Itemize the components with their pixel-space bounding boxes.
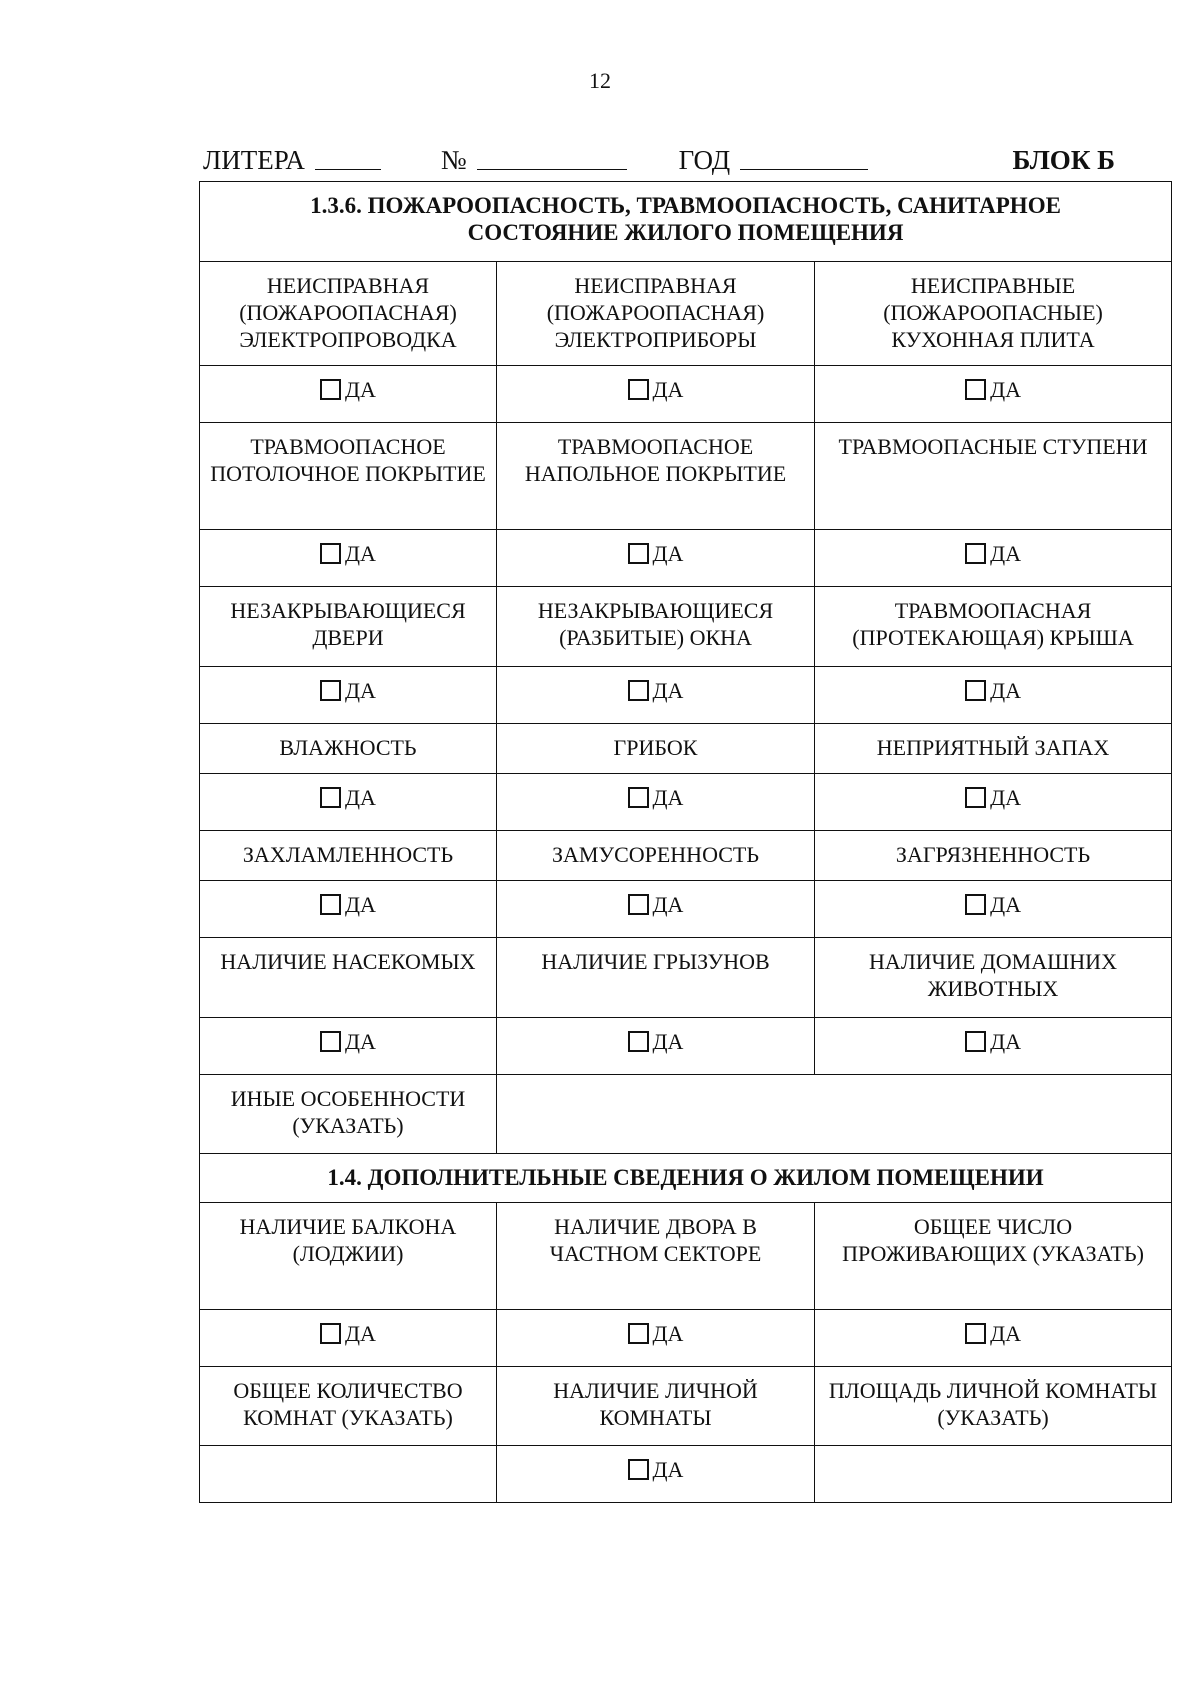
checkbox-box[interactable] bbox=[320, 787, 341, 808]
checkbox-box[interactable] bbox=[628, 543, 649, 564]
label-insects: НАЛИЧИЕ НАСЕКОМЫХ bbox=[200, 938, 497, 1018]
label-dirt: ЗАГРЯЗНЕННОСТЬ bbox=[815, 831, 1172, 881]
yes-checkbox-insects[interactable]: ДА bbox=[320, 1028, 376, 1055]
section-1-title: 1.3.6. ПОЖАРООПАСНОСТЬ, ТРАВМООПАСНОСТЬ, САНИТАРНОЕ СОСТОЯНИЕ ЖИЛОГО ПОМЕЩЕНИЯ bbox=[200, 182, 1172, 262]
yes-checkbox-faulty-appliances[interactable]: ДА bbox=[628, 376, 684, 403]
checkbox-box[interactable] bbox=[965, 379, 986, 400]
label-faulty-wiring: НЕИСПРАВНАЯ (ПОЖАРООПАСНАЯ) ЭЛЕКТРОПРОВОДКА bbox=[200, 262, 497, 366]
checkbox-box[interactable] bbox=[628, 787, 649, 808]
checkbox-box[interactable] bbox=[628, 1323, 649, 1344]
yes-checkbox-yard[interactable]: ДА bbox=[628, 1320, 684, 1347]
answer-row bbox=[200, 1446, 1172, 1503]
yes-checkbox-odor[interactable]: ДА bbox=[965, 784, 1021, 811]
label-windows: НЕЗАКРЫВАЮЩИЕСЯ (РАЗБИТЫЕ) ОКНА bbox=[497, 587, 815, 667]
checkbox-row bbox=[200, 774, 1172, 831]
checkbox-box[interactable] bbox=[965, 1031, 986, 1052]
label-odor: НЕПРИЯТНЫЙ ЗАПАХ bbox=[815, 724, 1172, 774]
year-field bbox=[679, 145, 869, 176]
yes-checkbox-rodents[interactable]: ДА bbox=[628, 1028, 684, 1055]
yes-checkbox-hazardous-floor[interactable]: ДА bbox=[628, 540, 684, 567]
checkbox-box[interactable] bbox=[628, 894, 649, 915]
page-number: 12 bbox=[589, 68, 611, 93]
section-2-title: 1.4. ДОПОЛНИТЕЛЬНЫЕ СВЕДЕНИЯ О ЖИЛОМ ПОМЕЩЕНИИ bbox=[200, 1154, 1172, 1203]
label-pets: НАЛИЧИЕ ДОМАШНИХ ЖИВОТНЫХ bbox=[815, 938, 1172, 1018]
label-personal-room-area: ПЛОЩАДЬ ЛИЧНОЙ КОМНАТЫ (УКАЗАТЬ) bbox=[815, 1367, 1172, 1446]
other-features-row bbox=[200, 1075, 1172, 1154]
section-1-title-row bbox=[200, 182, 1172, 262]
checkbox-box[interactable] bbox=[965, 680, 986, 701]
checkbox-box[interactable] bbox=[628, 379, 649, 400]
litera-field bbox=[203, 145, 381, 176]
checkbox-box[interactable] bbox=[965, 543, 986, 564]
checkbox-box[interactable] bbox=[320, 543, 341, 564]
yes-checkbox-balcony[interactable]: ДА bbox=[320, 1320, 376, 1347]
yes-checkbox-residents[interactable]: ДА bbox=[965, 1320, 1021, 1347]
label-roof: ТРАВМООПАСНАЯ (ПРОТЕКАЮЩАЯ) КРЫША bbox=[815, 587, 1172, 667]
checkbox-box[interactable] bbox=[965, 1323, 986, 1344]
yes-checkbox-doors[interactable]: ДА bbox=[320, 677, 376, 704]
checkbox-row bbox=[200, 667, 1172, 724]
label-faulty-appliances: НЕИСПРАВНАЯ (ПОЖАРООПАСНАЯ) ЭЛЕКТРОПРИБОРЫ bbox=[497, 262, 815, 366]
yes-checkbox-windows[interactable]: ДА bbox=[628, 677, 684, 704]
label-clutter: ЗАХЛАМЛЕННОСТЬ bbox=[200, 831, 497, 881]
label-residents-count: ОБЩЕЕ ЧИСЛО ПРОЖИВАЮЩИХ (УКАЗАТЬ) bbox=[815, 1203, 1172, 1310]
label-row bbox=[200, 1367, 1172, 1446]
yes-checkbox-mold[interactable]: ДА bbox=[628, 784, 684, 811]
label-hazardous-steps: ТРАВМООПАСНЫЕ СТУПЕНИ bbox=[815, 423, 1172, 530]
yes-checkbox-litter[interactable]: ДА bbox=[628, 891, 684, 918]
label-yard: НАЛИЧИЕ ДВОРА В ЧАСТНОМ СЕКТОРЕ bbox=[497, 1203, 815, 1310]
litera-blank[interactable] bbox=[315, 167, 381, 170]
yes-checkbox-clutter[interactable]: ДА bbox=[320, 891, 376, 918]
other-features-input[interactable] bbox=[497, 1075, 1172, 1154]
rooms-count-input[interactable] bbox=[200, 1446, 497, 1503]
checkbox-box[interactable] bbox=[628, 680, 649, 701]
checkbox-box[interactable] bbox=[320, 894, 341, 915]
section-2-title-row bbox=[200, 1154, 1172, 1203]
label-hazardous-floor: ТРАВМООПАСНОЕ НАПОЛЬНОЕ ПОКРЫТИЕ bbox=[497, 423, 815, 530]
block-label: БЛОК Б bbox=[1012, 145, 1115, 175]
yes-checkbox-humidity[interactable]: ДА bbox=[320, 784, 376, 811]
form-header bbox=[203, 140, 1115, 176]
label-doors: НЕЗАКРЫВАЮЩИЕСЯ ДВЕРИ bbox=[200, 587, 497, 667]
personal-room-area-input[interactable] bbox=[815, 1446, 1172, 1503]
number-blank[interactable] bbox=[477, 167, 627, 170]
label-personal-room: НАЛИЧИЕ ЛИЧНОЙ КОМНАТЫ bbox=[497, 1367, 815, 1446]
label-rooms-count: ОБЩЕЕ КОЛИЧЕСТВО КОМНАТ (УКАЗАТЬ) bbox=[200, 1367, 497, 1446]
yes-checkbox-dirt[interactable]: ДА bbox=[965, 891, 1021, 918]
checkbox-box[interactable] bbox=[628, 1031, 649, 1052]
yes-checkbox-roof[interactable]: ДА bbox=[965, 677, 1021, 704]
label-mold: ГРИБОК bbox=[497, 724, 815, 774]
checkbox-box[interactable] bbox=[320, 1031, 341, 1052]
label-humidity: ВЛАЖНОСТЬ bbox=[200, 724, 497, 774]
checkbox-row bbox=[200, 1310, 1172, 1367]
checkbox-box[interactable] bbox=[320, 680, 341, 701]
yes-checkbox-faulty-wiring[interactable]: ДА bbox=[320, 376, 376, 403]
checkbox-row bbox=[200, 881, 1172, 938]
number-field bbox=[441, 145, 627, 176]
checkbox-row bbox=[200, 366, 1172, 423]
litera-label: ЛИТЕРА bbox=[203, 145, 305, 175]
number-label: № bbox=[440, 145, 467, 175]
year-label: ГОД bbox=[678, 145, 731, 175]
label-row bbox=[200, 831, 1172, 881]
checkbox-box[interactable] bbox=[320, 379, 341, 400]
label-row bbox=[200, 423, 1172, 530]
label-row bbox=[200, 262, 1172, 366]
checkbox-box[interactable] bbox=[320, 1323, 341, 1344]
label-row bbox=[200, 724, 1172, 774]
yes-checkbox-hazardous-ceiling[interactable]: ДА bbox=[320, 540, 376, 567]
yes-checkbox-faulty-stove[interactable]: ДА bbox=[965, 376, 1021, 403]
yes-checkbox-personal-room[interactable]: ДА bbox=[628, 1456, 684, 1483]
checkbox-box[interactable] bbox=[965, 894, 986, 915]
label-row bbox=[200, 938, 1172, 1018]
label-other-features: ИНЫЕ ОСОБЕННОСТИ (УКАЗАТЬ) bbox=[200, 1075, 497, 1154]
year-blank[interactable] bbox=[740, 167, 868, 170]
label-litter: ЗАМУСОРЕННОСТЬ bbox=[497, 831, 815, 881]
housing-form-table bbox=[199, 181, 1172, 1503]
yes-checkbox-hazardous-steps[interactable]: ДА bbox=[965, 540, 1021, 567]
checkbox-row bbox=[200, 530, 1172, 587]
label-row bbox=[200, 1203, 1172, 1310]
checkbox-box[interactable] bbox=[965, 787, 986, 808]
checkbox-box[interactable] bbox=[628, 1459, 649, 1480]
label-balcony: НАЛИЧИЕ БАЛКОНА (ЛОДЖИИ) bbox=[200, 1203, 497, 1310]
label-hazardous-ceiling: ТРАВМООПАСНОЕ ПОТОЛОЧНОЕ ПОКРЫТИЕ bbox=[200, 423, 497, 530]
yes-checkbox-pets[interactable]: ДА bbox=[965, 1028, 1021, 1055]
checkbox-row bbox=[200, 1018, 1172, 1075]
label-rodents: НАЛИЧИЕ ГРЫЗУНОВ bbox=[497, 938, 815, 1018]
label-row bbox=[200, 587, 1172, 667]
label-faulty-stove: НЕИСПРАВНЫЕ (ПОЖАРООПАСНЫЕ) КУХОННАЯ ПЛИТА bbox=[815, 262, 1172, 366]
